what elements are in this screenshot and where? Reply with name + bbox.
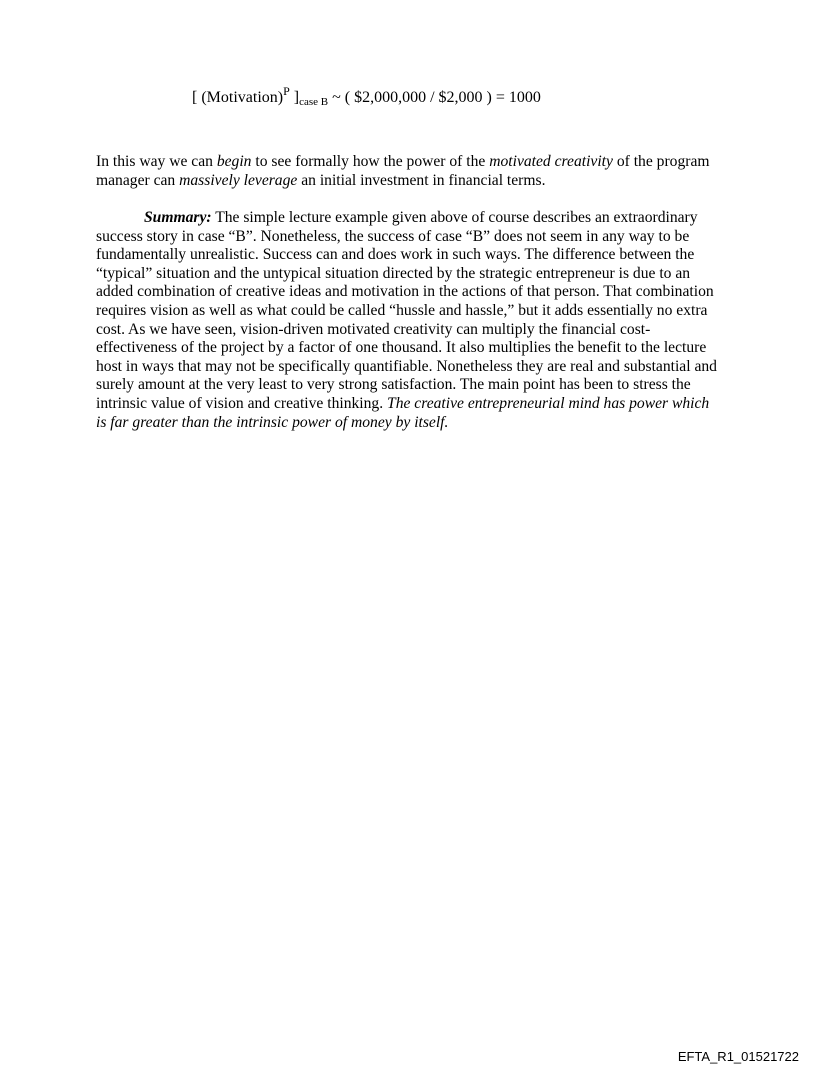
- para1-italic-massively-leverage: massively leverage: [179, 171, 298, 189]
- para1-text-1: In this way we can: [96, 153, 217, 170]
- motivation-equation: [192, 84, 541, 109]
- para1-text-4: an initial investment in financial terms.: [297, 171, 546, 189]
- equation-close-bracket: ]: [289, 89, 300, 106]
- summary-label: Summary:: [144, 209, 212, 226]
- equation-rest: ~ ( $2,000,000 / $2,000 ) = 1000: [328, 89, 541, 106]
- equation-open: [ (Motivation): [192, 89, 284, 106]
- para1-italic-motivated-creativity: motivated creativity: [489, 153, 613, 170]
- summary-paragraph: [96, 209, 720, 432]
- para1-italic-begin: begin: [216, 153, 252, 170]
- summary-closing-italic: The creative entrepreneurial mind has power which is far greater than the intrinsic power of money by itself.: [96, 394, 710, 431]
- para1-text-2: to see formally how the power of the: [251, 153, 490, 170]
- document-id: EFTA_R1_01521722: [677, 1049, 799, 1064]
- summary-body: The simple lecture example given above of course describes an extraordinary success story in case “B”. Nonetheless, the success of case “B” does not seem in any way to be fundamentally unrealistic. Success can and does work in such ways. The difference between the “typical” situation and the untypical situation directed by the strategic entrepreneur is due to an added combination of creative ideas and motivation in the actions of that person. That combination requires vision as well as what could be called “hussle and hassle,” but it adds essentially no extra cost. As we have seen, vision-driven motivated creativity can multiply the financial cost-effectiveness of the project by a factor of one thousand. It also multiplies the benefit to the lecture host in ways that may not be specifically quantifiable. Nonetheless they are real and substantial and surely amount at the very least to very strong satisfaction. The main point has been to stress the intrinsic value of vision and creative thinking.: [96, 209, 717, 412]
- leverage-paragraph: [96, 153, 720, 190]
- para1-text-3: of the program manager can: [96, 153, 710, 189]
- equation-superscript: P: [283, 84, 290, 98]
- equation-subscript: case B: [299, 96, 329, 108]
